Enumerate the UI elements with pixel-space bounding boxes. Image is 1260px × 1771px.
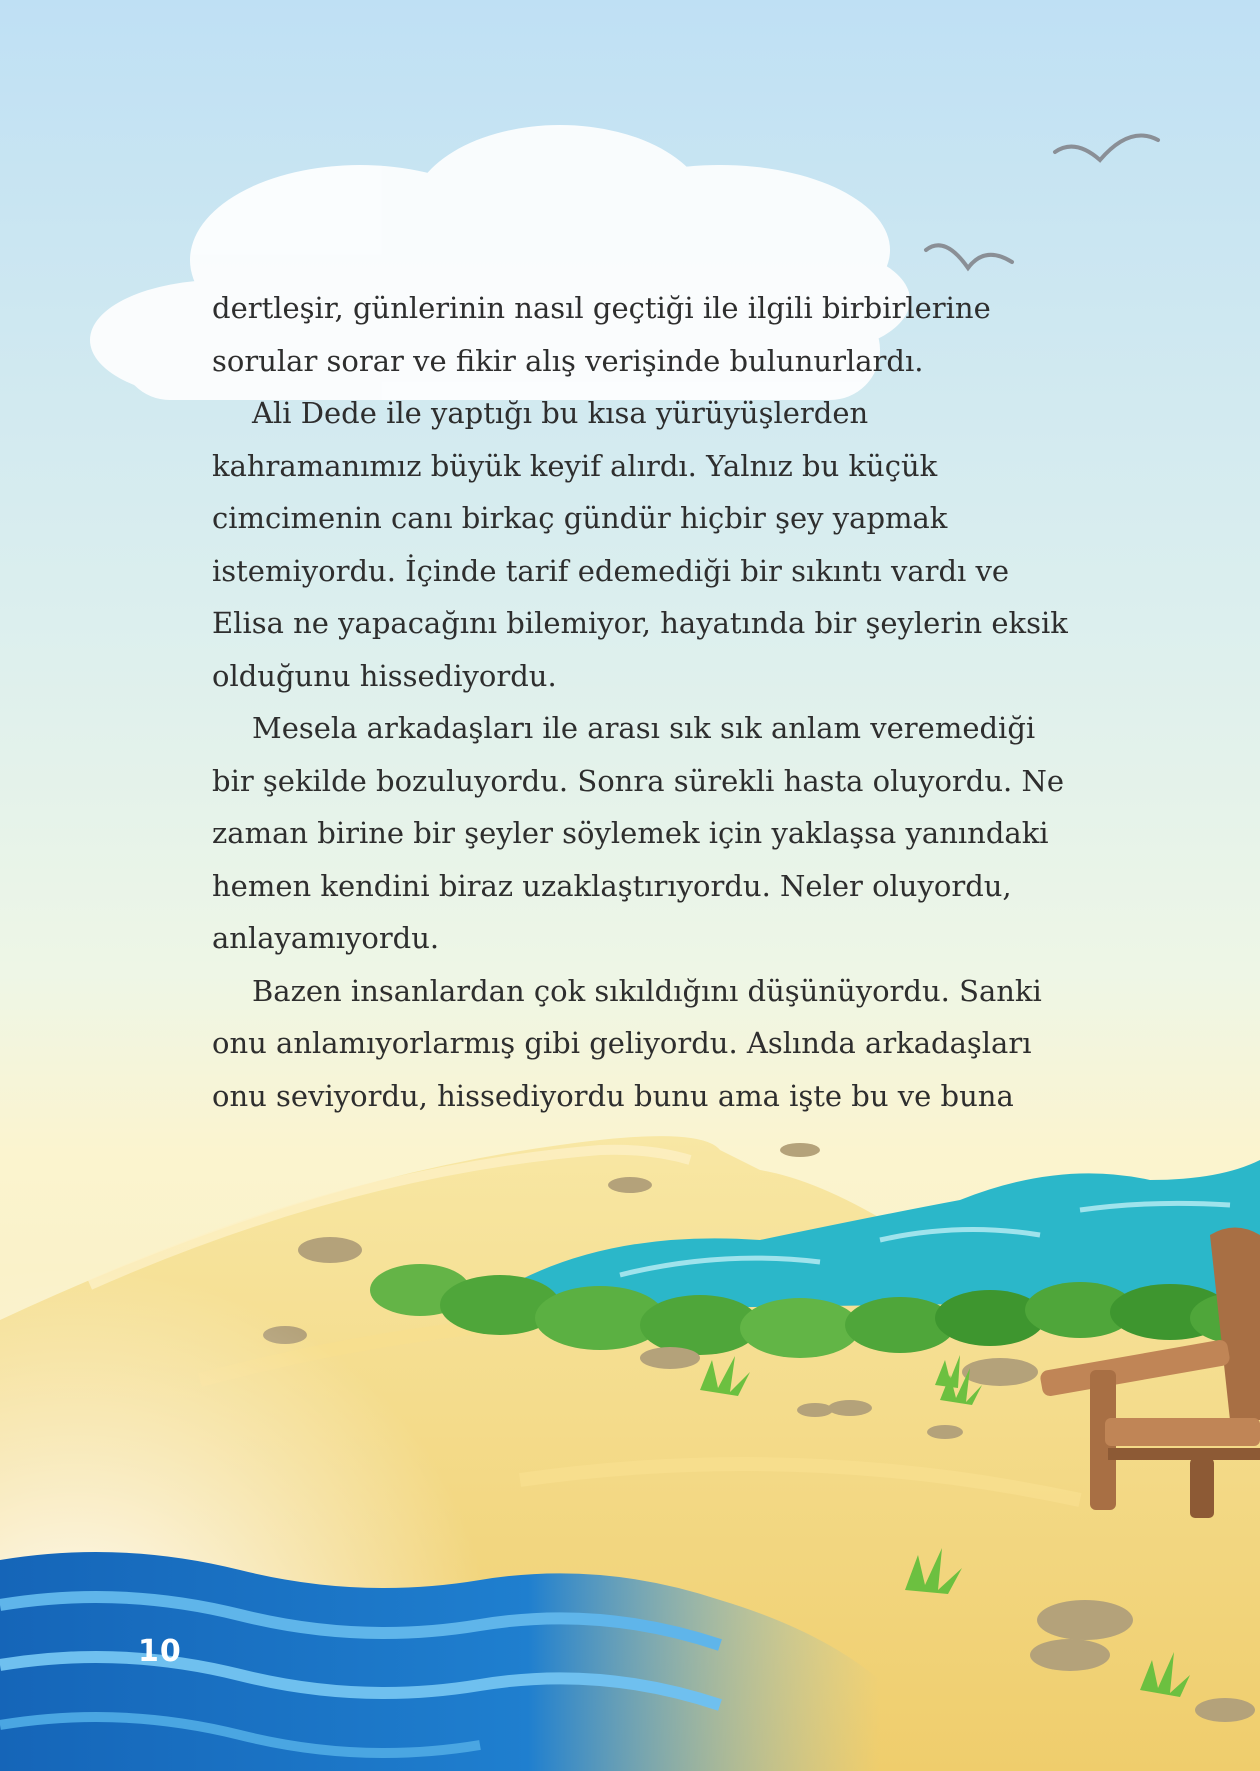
- paragraph: Ali Dede ile yaptığı bu kısa yürüyüşlerden kahramanımız büyük keyif alırdı. Yalnız bu küçük cimcimenin canı birkaç gündür hiçbir şey yapmak istemiyordu. İçinde tarif edemediği bir sıkıntı vardı ve Elisa ne yapacağını bilemiyor, hayatında bir şeylerin eksik olduğunu hissediyordu.: [212, 396, 1068, 693]
- story-text: [212, 282, 1082, 1122]
- page-number: 10: [138, 1634, 182, 1669]
- paragraph: Mesela arkadaşları ile arası sık sık anlam veremediği bir şekilde bozuluyordu. Sonra sürekli hasta oluyordu. Ne zaman birine bir şeyler söylemek için yaklaşsa yanındaki hemen kendini biraz uzaklaştırıyordu. Neler oluyordu, anlayamıyordu.: [212, 711, 1064, 955]
- paragraph: dertleşir, günlerinin nasıl geçtiği ile ilgili birbirlerine sorular sorar ve fikir alış verişinde bulunurlardı.: [212, 291, 991, 378]
- paragraph: Bazen insanlardan çok sıkıldığını düşünüyordu. Sanki onu anlamıyorlarmış gibi geliyordu. Aslında arkadaşları onu seviyordu, hissediyordu bunu ama işte bu ve buna: [212, 973, 1042, 1113]
- seagull-icon: [1055, 136, 1158, 161]
- seagull-icon: [926, 245, 1012, 268]
